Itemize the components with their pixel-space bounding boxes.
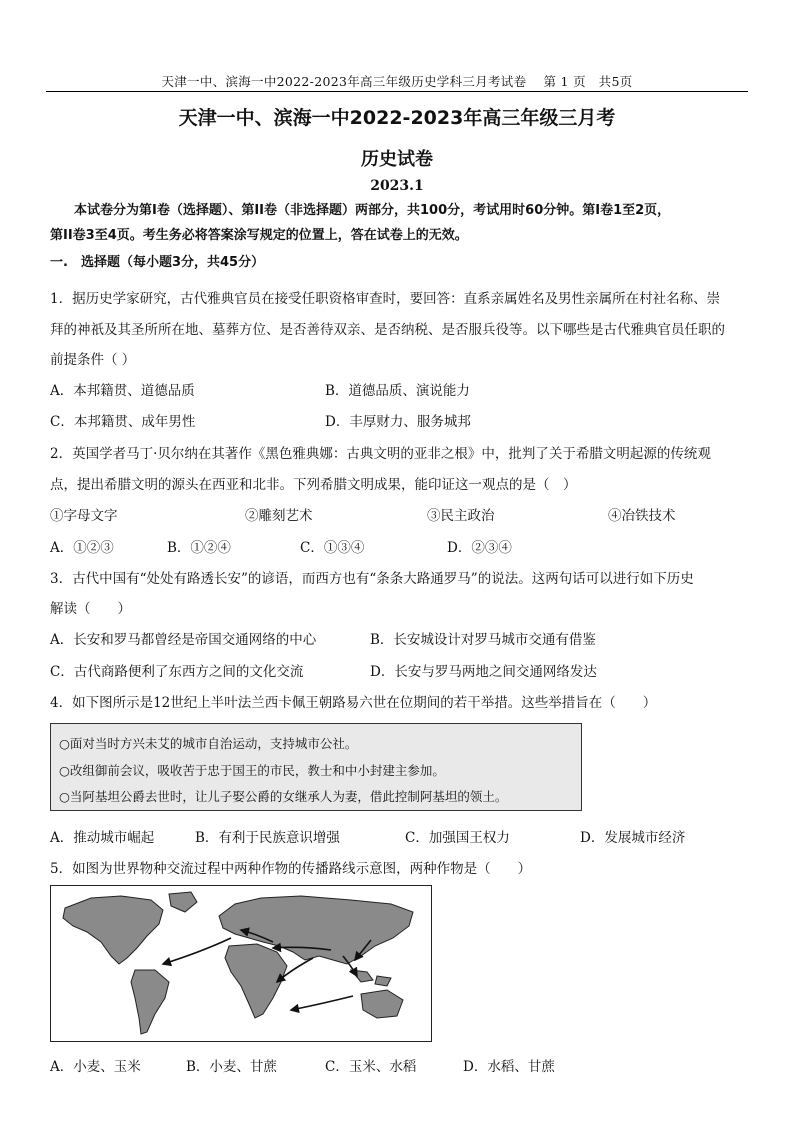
q2-item-3: ③民主政治 [427, 508, 495, 524]
q2-item-4: ④冶铁技术 [608, 508, 676, 524]
q1-option-b[interactable]: B．道德品质、演说能力 [325, 383, 470, 399]
q2-item-2: ②雕刻艺术 [245, 508, 313, 524]
q2-option-a[interactable]: A．①②③ [50, 540, 114, 556]
q3-stem-line-2: 解读（ ） [50, 601, 131, 617]
q5-option-b[interactable]: B．小麦、甘蔗 [186, 1059, 277, 1075]
running-header: 天津一中、滨海一中2022-2023年高三年级历史学科三月考试卷 第 1 页 共5页 [161, 74, 633, 89]
exam-date: 2023.1 [370, 178, 424, 194]
q2-stem-line-1: 2．英国学者马丁·贝尔纳在其著作《黑色雅典娜：古典文明的亚非之根》中，批判了关于希腊文明起源的传统观 [50, 446, 711, 462]
instructions-line-2: 第II卷3至4页。考生务必将答案涂写规定的位置上，答在试卷上的无效。 [50, 228, 468, 243]
q5-stem-line-1: 5．如图为世界物种交流过程中两种作物的传播路线示意图，两种作物是（ ） [50, 861, 532, 877]
world-crop-route-map [50, 885, 432, 1042]
q1-stem-line-1: 1．据历史学家研究，古代雅典官员在接受任职资格审查时，要回答：直系亲属姓名及男性亲属所在村社名称、崇 [50, 291, 721, 307]
q5-option-a[interactable]: A．小麦、玉米 [50, 1059, 141, 1075]
q1-option-c[interactable]: C．本邦籍贯、成年男性 [50, 414, 196, 430]
q3-option-d[interactable]: D．长安与罗马两地之间交通网络发达 [370, 664, 597, 680]
q1-stem-line-2: 拜的神祇及其圣所所在地、墓葬方位、是否善待双亲、是否纳税、是否服兵役等。以下哪些是古代雅典官员任职的 [50, 322, 725, 338]
q2-stem-line-2: 点，提出希腊文明的源头在西亚和北非。下列希腊文明成果，能印证这一观点的是（ ） [50, 477, 577, 493]
q1-stem-line-3: 前提条件（ ） [50, 352, 136, 368]
q3-stem-line-1: 3．古代中国有“处处有路透长安”的谚语，而西方也有“条条大路通罗马”的说法。这两句话可以进行如下历史 [50, 571, 694, 587]
q4-measure-3: ○当阿基坦公爵去世时，让儿子娶公爵的女继承人为妻，借此控制阿基坦的领土。 [59, 789, 508, 804]
q4-measure-2: ○改组御前会议，吸收苦于忠于国王的市民，教士和中小封建主参加。 [59, 763, 445, 778]
q4-measure-1: ○面对当时方兴未艾的城市自治运动，支持城市公社。 [59, 736, 358, 751]
q2-option-b[interactable]: B．①②④ [167, 540, 231, 556]
exam-subject: 历史试卷 [361, 149, 433, 170]
exam-title: 天津一中、滨海一中2022-2023年高三年级三月考 [178, 107, 616, 129]
instructions-line-1: 本试卷分为第Ⅰ卷（选择题）、第II卷（非选择题）两部分，共100分，考试用时60分钟。第Ⅰ卷1至2页， [74, 203, 671, 218]
q4-stem-line-1: 4．如下图所示是12世纪上半叶法兰西卡佩王朝路易六世在位期间的若干举措。这些举措旨在（ ） [50, 695, 657, 711]
q1-option-d[interactable]: D．丰厚财力、服务城邦 [325, 414, 471, 430]
q4-option-b[interactable]: B．有利于民族意识增强 [195, 830, 340, 846]
q2-option-c[interactable]: C．①③④ [300, 540, 365, 556]
q5-option-c[interactable]: C．玉米、水稻 [325, 1059, 417, 1075]
q2-option-d[interactable]: D．②③④ [447, 540, 512, 556]
q3-option-c[interactable]: C．古代商路便利了东西方之间的文化交流 [50, 664, 304, 680]
q4-option-c[interactable]: C．加强国王权力 [405, 830, 510, 846]
world-map-illustration [51, 886, 431, 1041]
q4-option-a[interactable]: A．推动城市崛起 [50, 830, 155, 846]
q5-option-d[interactable]: D．水稻、甘蔗 [463, 1059, 555, 1075]
q1-option-a[interactable]: A．本邦籍贯、道德品质 [50, 383, 195, 399]
q3-option-a[interactable]: A．长安和罗马都曾经是帝国交通网络的中心 [50, 632, 317, 648]
header-rule [46, 91, 748, 92]
section-title: 一. 选择题（每小题3分，共45分） [50, 255, 265, 270]
q2-item-1: ①字母文字 [50, 508, 118, 524]
q4-option-d[interactable]: D．发展城市经济 [580, 830, 686, 846]
q4-measures-box [50, 723, 582, 811]
q3-option-b[interactable]: B．长安城设计对罗马城市交通有借鉴 [370, 632, 596, 648]
